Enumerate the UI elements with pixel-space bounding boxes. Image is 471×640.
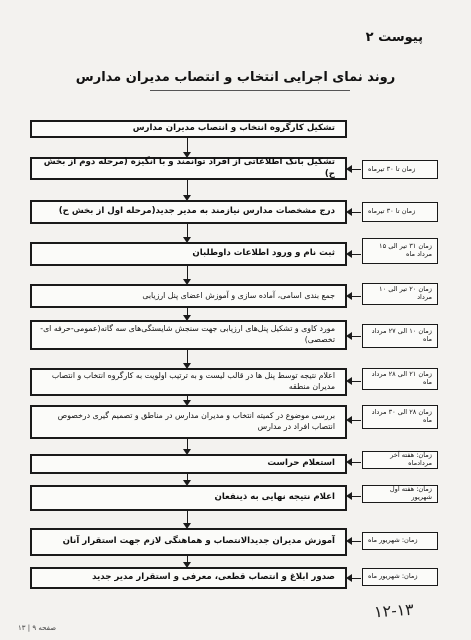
time-label: زمان ۱۰ الی ۲۷ مرداد ماه [371,327,432,343]
time-box-9 [362,451,438,469]
step-box-3 [30,200,347,224]
arrow-to-time-9 [348,462,361,463]
step-box-8 [30,405,347,439]
flow-arrow-1 [187,138,188,156]
time-box-8 [362,405,438,429]
flow-arrow-4 [187,266,188,283]
step-label: تشکیل بانک اطلاعاتی از افراد توانمند و با انگیزه (مرحله دوم از بخش ح) [43,156,335,179]
flow-arrow-6 [187,350,188,367]
step-label: بررسی موضوع در کمیته انتخاب و مدیران مدارس در مناطق و تصمیم گیری درخصوص انتصاب افراد در مدارس [57,411,335,431]
step-label: اعلام نتیجه نهایی به ذینفعان [214,492,335,503]
step-box-2 [30,157,347,180]
flow-arrow-10 [187,511,188,527]
step-label: صدور ابلاغ و انتصاب قطعی، معرفی و استقرار مدیر جدید [92,572,335,583]
time-label: زمان تا ۳۰ تیرماه [368,207,416,216]
arrow-to-time-11 [348,541,361,542]
time-label: زمان: شهریور ماه [368,536,418,545]
flow-arrow-3 [187,224,188,241]
step-box-12 [30,567,347,589]
step-label: آموزش مدیران جدیدالانتصاب و هماهنگی لازم جهت استقرار آنان [62,536,335,547]
step-label: مورد کاوی و تشکیل پنل‌های ارزیابی جهت سنجش شایستگی‌های سه گانه(عمومی-حرفه ای- تخصصی) [40,324,335,344]
time-box-2 [362,160,438,179]
step-label: تشکیل کارگروه انتخاب و انتصاب مدیران مدارس [132,123,335,134]
step-label: درج مشخصات مدارس نیازمند به مدیر جدید(مرحله اول از بخش ح) [58,206,335,217]
arrow-to-time-7 [348,381,361,382]
time-label: زمان: هفته اول شهریور [389,485,432,501]
time-label: زمان: شهریور ماه [368,572,418,581]
flow-arrow-7 [187,396,188,404]
arrow-to-time-5 [348,296,361,297]
step-label: استعلام حراست [267,458,335,469]
time-label: زمان ۲۸ الی ۳۰ مرداد ماه [371,408,432,424]
step-box-9 [30,454,347,474]
attachment-label: پیوست ۲ [365,30,423,45]
time-label: زمان تا ۳۰ تیرماه [368,164,416,173]
time-box-10 [362,485,438,503]
flow-arrow-8 [187,439,188,453]
arrow-to-time-6 [348,336,361,337]
step-box-5 [30,284,347,308]
arrow-to-time-4 [348,254,361,255]
time-label: زمان ۲۰ تیر الی ۱۰ مرداد [379,285,432,301]
arrow-to-time-10 [348,496,361,497]
step-box-6 [30,320,347,350]
page-title: روند نمای اجرایی انتخاب و انتصاب مدیران مدارس [75,70,396,85]
step-box-7 [30,368,347,396]
time-label: زمان: هفته آخر مردادماه [390,451,432,467]
flow-arrow-9 [187,474,188,484]
step-box-11 [30,528,347,556]
step-label: اعلام نتیجه توسط پنل ها در قالب لیست و به ترتیب اولویت به کارگروه انتخاب و انتصاب مدیران منطقه [51,371,335,391]
step-box-4 [30,242,347,266]
time-box-12 [362,568,438,586]
flow-arrow-2 [187,180,188,199]
step-label: ثبت نام و ورود اطلاعات داوطلبان [192,248,335,259]
step-box-10 [30,485,347,511]
arrow-to-time-12 [348,578,361,579]
step-box-1 [30,120,347,138]
arrow-to-time-2 [348,169,361,170]
time-box-7 [362,368,438,390]
time-label: زمان ۲۱ الی ۲۸ مرداد ماه [371,370,432,386]
time-box-3 [362,202,438,222]
time-box-11 [362,532,438,550]
page-number: صفحه ۹ | ۱۳ [18,624,57,632]
flow-arrow-5 [187,308,188,319]
time-box-4 [362,238,438,264]
time-box-5 [362,283,438,305]
handwritten-note: ۱۲-۱۳ [373,599,415,622]
title-underline [150,90,350,91]
time-box-6 [362,324,438,348]
step-label: جمع بندی اسامی، آماده سازی و آموزش اعضای پنل ارزیابی [142,290,335,300]
arrow-to-time-8 [348,420,361,421]
flow-arrow-11 [187,556,188,566]
arrow-to-time-3 [348,212,361,213]
time-label: زمان ۳۱ تیر الی ۱۵ مرداد ماه [379,242,432,258]
